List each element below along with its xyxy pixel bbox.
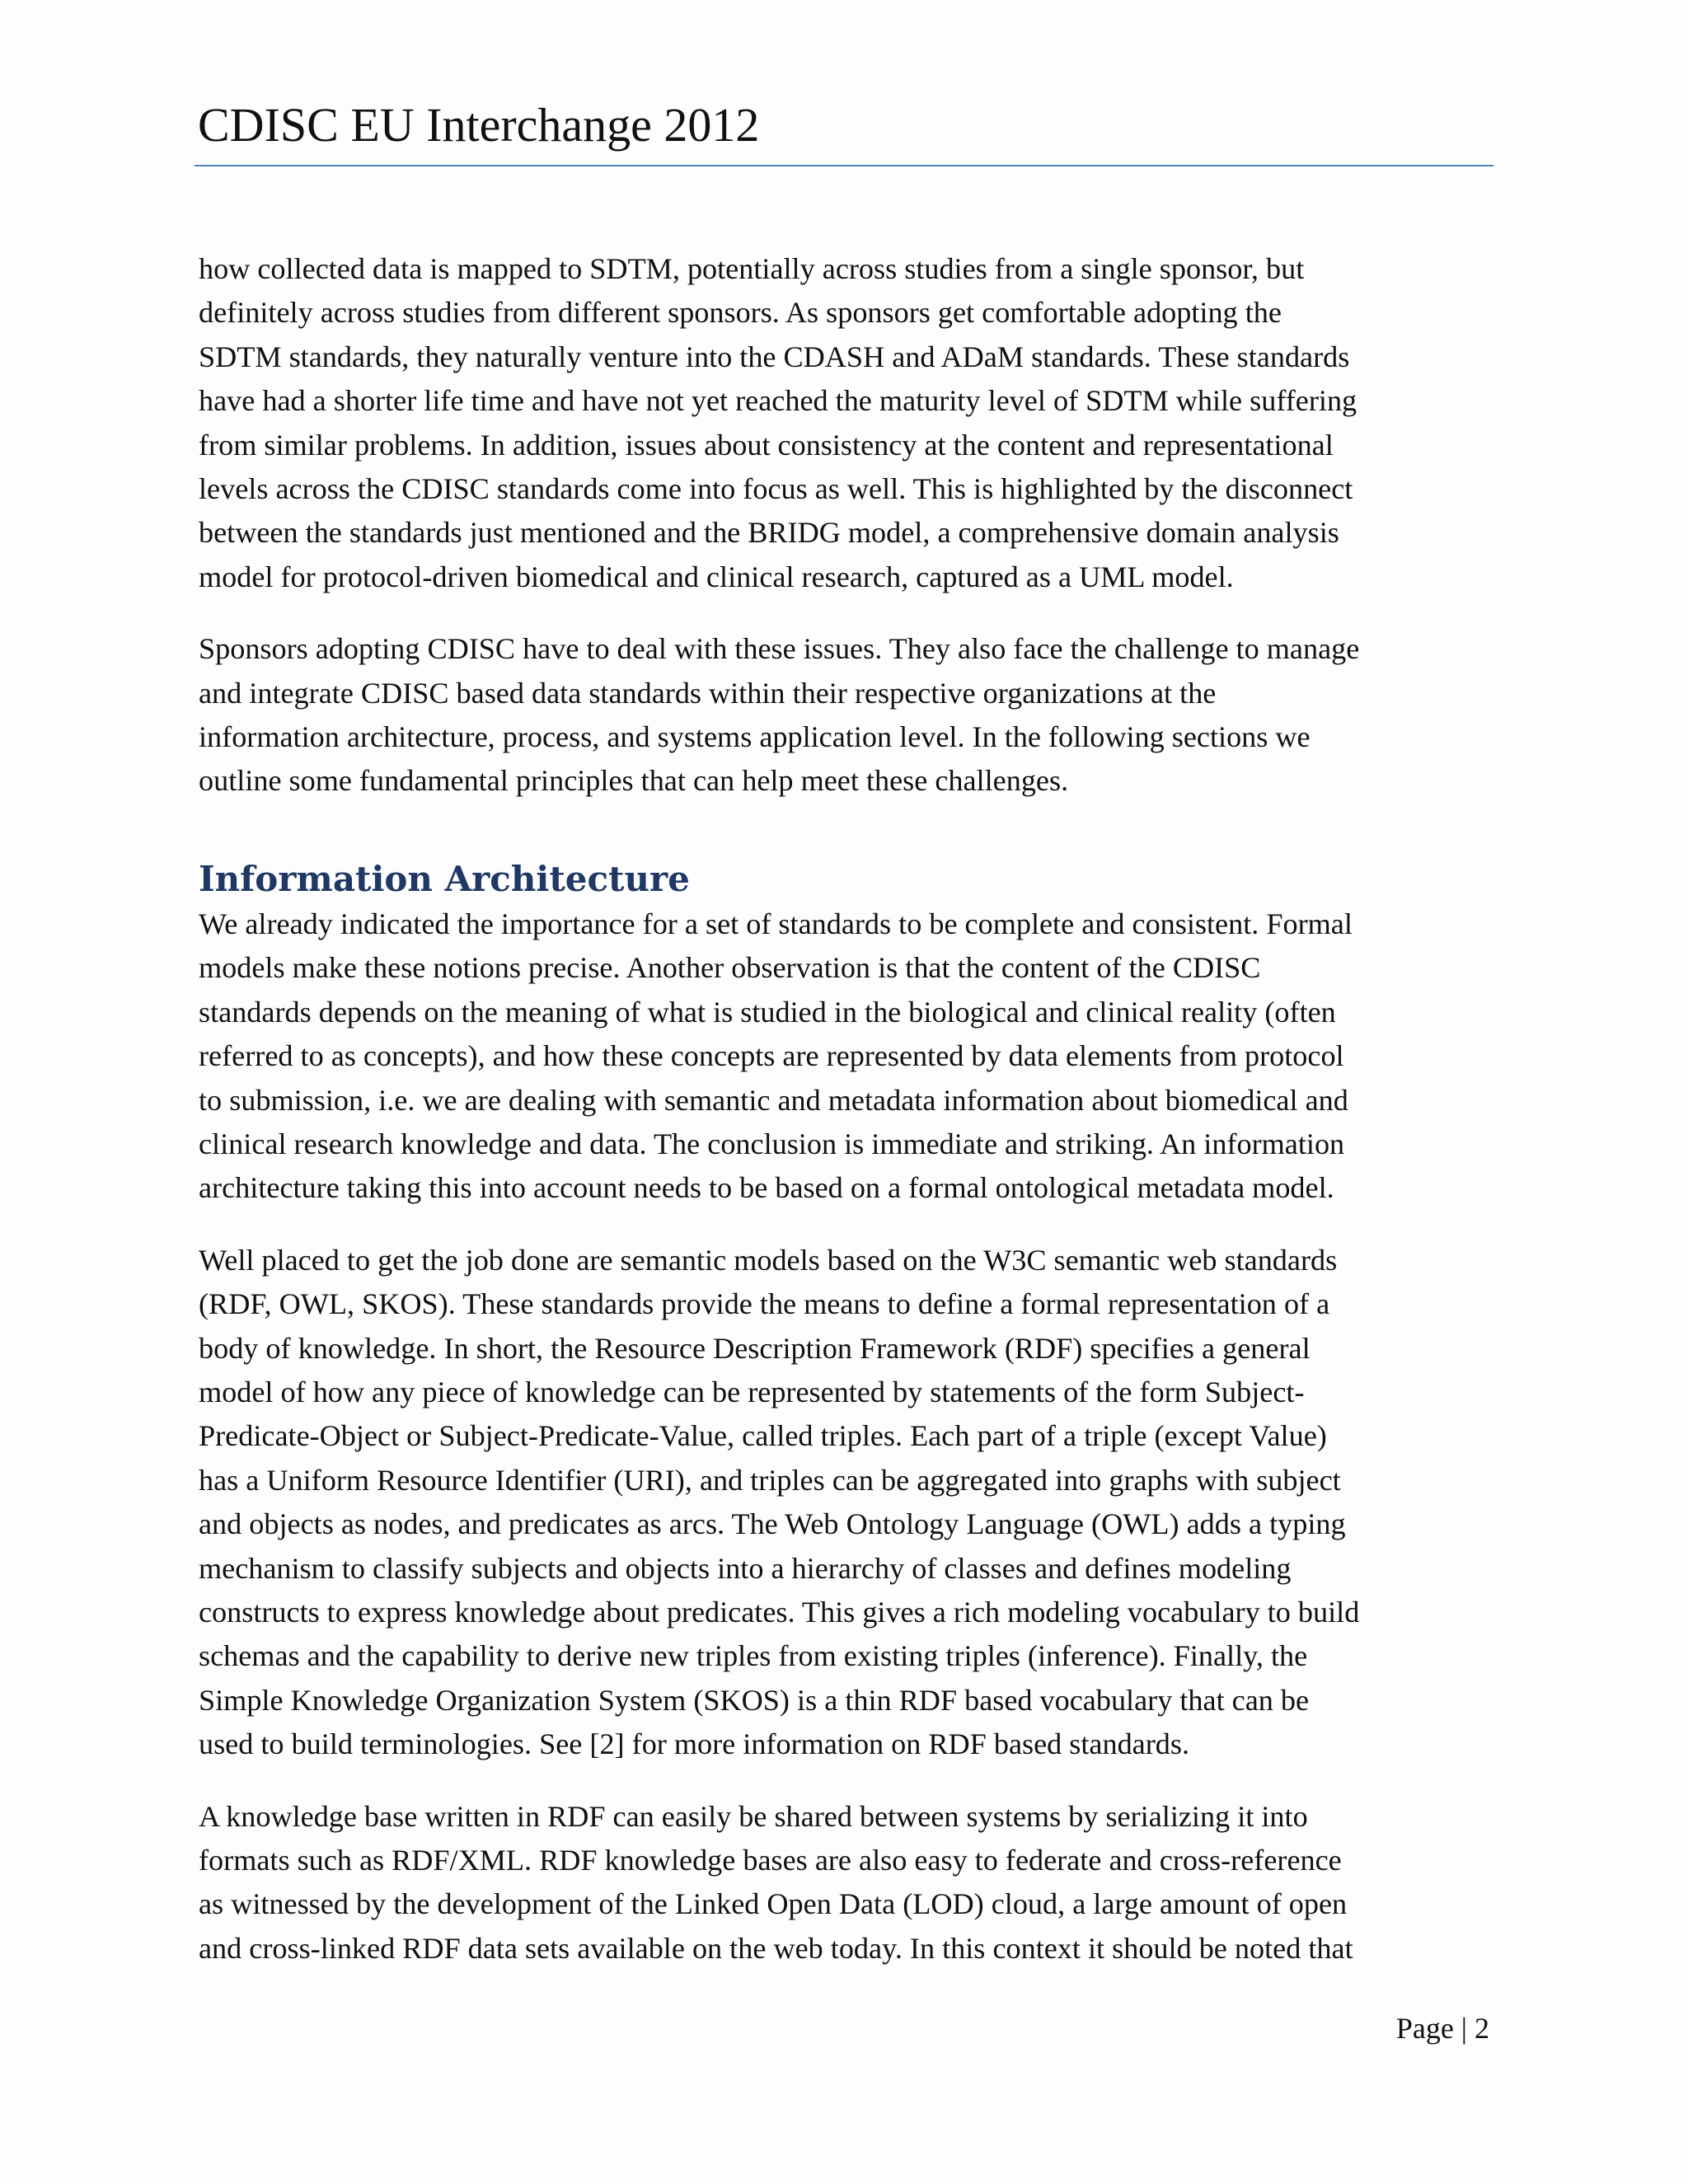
text-line: standards depends on the meaning of what is studied in the biological and clinical reality (often [199,995,1336,1029]
text-line: to submission, i.e. we are dealing with semantic and metadata information about biomedical and [199,1083,1348,1117]
text-line: definitely across studies from different sponsors. As sponsors get comfortable adopting the [199,296,1282,330]
paragraph-section-1 [199,902,1497,1211]
text-line: as witnessed by the development of the Linked Open Data (LOD) cloud, a large amount of open [199,1887,1348,1921]
text-line: and cross-linked RDF data sets available on the web today. In this context it should be noted that [199,1931,1353,1965]
text-line: models make these notions precise. Another observation is that the content of the CDISC [199,951,1261,985]
text-line: how collected data is mapped to SDTM, potentially across studies from a single sponsor, but [199,252,1305,285]
text-line: has a Uniform Resource Identifier (URI), and triples can be aggregated into graphs with subject [199,1463,1341,1497]
text-line: and integrate CDISC based data standards within their respective organizations at the [199,676,1217,710]
paragraph-intro-1 [199,247,1497,599]
text-line: between the standards just mentioned and the BRIDG model, a comprehensive domain analysis [199,516,1339,550]
paragraph-section-2 [199,1239,1497,1767]
document-header-title: CDISC EU Interchange 2012 [198,98,760,152]
paragraph-intro-2 [199,627,1497,804]
text-line: formats such as RDF/XML. RDF knowledge bases are also easy to federate and cross-reference [199,1844,1342,1877]
text-line: We already indicated the importance for a set of standards to be complete and consistent. Formal [199,907,1353,940]
text-line: referred to as concepts), and how these concepts are represented by data elements from protocol [199,1039,1344,1073]
text-line: from similar problems. In addition, issues about consistency at the content and representational [199,428,1334,462]
text-line: SDTM standards, they naturally venture into the CDASH and ADaM standards. These standards [199,340,1350,373]
text-line: Predicate-Object or Subject-Predicate-Value, called triples. Each part of a triple (except Value) [199,1419,1327,1453]
text-line: A knowledge base written in RDF can easily be shared between systems by serializing it into [199,1799,1308,1833]
text-line: clinical research knowledge and data. The conclusion is immediate and striking. An information [199,1127,1345,1160]
text-line: constructs to express knowledge about predicates. This gives a rich modeling vocabulary to build [199,1595,1360,1629]
text-line: model of how any piece of knowledge can be represented by statements of the form Subject- [199,1375,1305,1408]
text-line: schemas and the capability to derive new triples from existing triples (inference). Finally, the [199,1639,1308,1673]
text-line: Sponsors adopting CDISC have to deal with these issues. They also face the challenge to manage [199,632,1360,666]
text-line: mechanism to classify subjects and objects into a hierarchy of classes and defines modeling [199,1551,1292,1585]
text-line: (RDF, OWL, SKOS). These standards provide the means to define a formal representation of a [199,1287,1330,1321]
text-line: levels across the CDISC standards come into focus as well. This is highlighted by the disconnect [199,472,1353,506]
text-line: architecture taking this into account needs to be based on a formal ontological metadata model. [199,1171,1334,1205]
section-heading: Information Architecture [199,858,690,899]
text-line: outline some fundamental principles that can help meet these challenges. [199,764,1069,798]
text-line: have had a shorter life time and have not yet reached the maturity level of SDTM while suffering [199,384,1357,418]
page-number: Page | 2 [1395,2012,1489,2045]
paragraph-section-3 [199,1795,1497,1971]
document-body [199,247,1497,1971]
header-divider [195,165,1493,166]
text-line: Well placed to get the job done are semantic models based on the W3C semantic web standards [199,1243,1338,1277]
text-line: and objects as nodes, and predicates as arcs. The Web Ontology Language (OWL) adds a typing [199,1507,1346,1541]
text-line: model for protocol-driven biomedical and clinical research, captured as a UML model. [199,560,1234,593]
text-line: used to build terminologies. See [2] for more information on RDF based standards. [199,1727,1190,1761]
text-line: Simple Knowledge Organization System (SKOS) is a thin RDF based vocabulary that can be [199,1683,1310,1717]
text-line: information architecture, process, and systems application level. In the following sections we [199,720,1311,754]
text-line: body of knowledge. In short, the Resource Description Framework (RDF) specifies a general [199,1331,1311,1365]
